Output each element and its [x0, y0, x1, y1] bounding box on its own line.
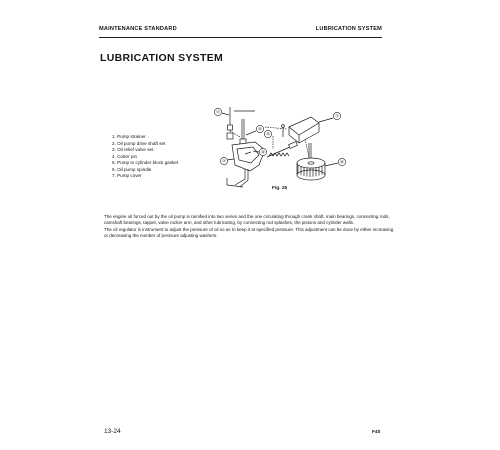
parts-list — [112, 134, 178, 180]
callout-6: ⑥ — [339, 159, 345, 165]
callout-5: ⑤ — [257, 126, 263, 132]
parts-list-item: 4. Cotter pin — [112, 153, 138, 159]
parts-list-item: 2. Oil pump drive shaft set — [112, 140, 166, 146]
callout-7: ⑦ — [334, 113, 340, 119]
figure-caption: Fig. 25 — [272, 186, 288, 191]
callout-3: ③ — [265, 131, 271, 137]
page-title: LUBRICATION SYSTEM — [100, 52, 224, 64]
parts-list-item: 7. Pump cover — [112, 173, 142, 178]
parts-list-item: 1. Pump strainer — [112, 134, 146, 139]
description-text — [104, 214, 396, 240]
page-number: 13-24 — [104, 428, 121, 435]
header-chapter-name: LUBRICATION SYSTEM — [315, 26, 382, 32]
callout-4: ④ — [260, 149, 266, 155]
description-paragraph: The oil regulator is instrument to adjust the pressure of oil so as to keep it at specified pressure. This adjustment can be done by either increasing or decreasing the number of pressure adjusting washers. — [104, 226, 394, 239]
parts-list-item: 3. Oil relief valve set — [112, 147, 154, 152]
callout-2: ② — [221, 158, 227, 164]
description-paragraph: The engine oil forced out by the oil pump is ramified into two series and the one circulating through crank shaft, main bearings, connecting rods, camshaft bearings, tappet, valve rocker arm, and other lubricating, by connecting rod splashes, the pistons and cylinder walls. — [104, 214, 390, 226]
model-code: F40 — [372, 430, 381, 435]
callout-1: ① — [215, 109, 221, 115]
header-section-name: MAINTENANCE STANDARD — [99, 26, 177, 32]
parts-list-item: 6. Oil pump spindle — [112, 166, 152, 172]
oil-pump-exploded-diagram — [207, 105, 357, 190]
page-header — [99, 23, 382, 38]
parts-list-item: 5. Pump to cylinder block gasket — [112, 160, 179, 165]
